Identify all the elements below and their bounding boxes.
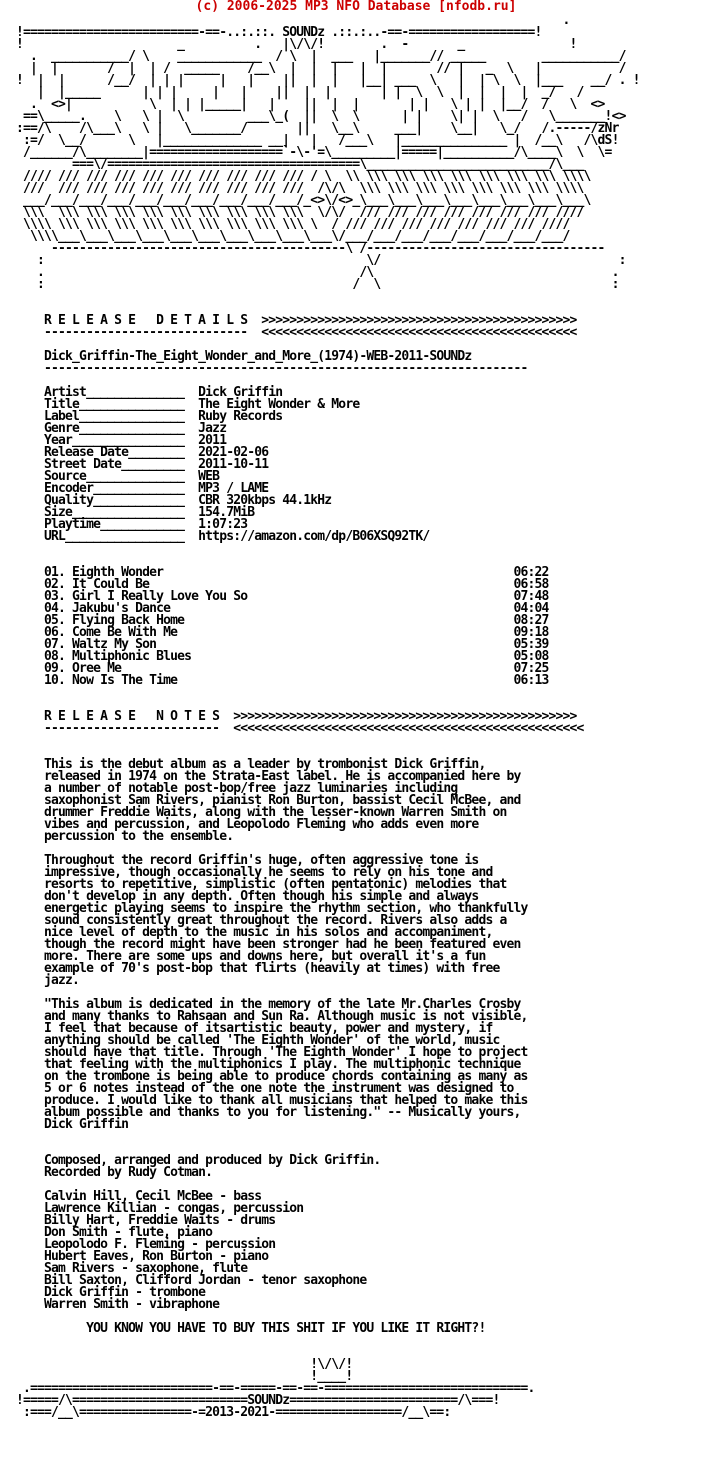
nfo-line: 10. Now Is The Time 06:13: [16, 673, 549, 688]
nfo-line: URL_________________ https://amazon.com/dp/B06XSQ92TK/: [16, 529, 430, 544]
nfo-line: \\\ \\\ \\\ \\\ \\\ \\\ \\\ \\\ \\\ \\\ \/\/ /// /// /// /// /// /// /// ////: [16, 205, 584, 220]
nfo-line: . <>| \ | | |_____| | || | | | | \ | | |__/ / \ <>: [16, 97, 633, 112]
nfo-line: Warren Smith - vibraphone: [16, 1297, 220, 1312]
nfo-line: Quality_____________ CBR 320kbps 44.1kHz: [16, 493, 332, 508]
nfo-line: example of 70's post-bop that flirts (heavily at times) with free: [16, 961, 500, 976]
nfo-line: Source______________ WEB: [16, 469, 220, 484]
nfo-line: jazz.: [16, 973, 80, 988]
nfo-line: 02. It Could Be 06:58: [16, 577, 549, 592]
nfo-line: ----------------------------- <<<<<<<<<<<<<<<<<<<<<<<<<<<<<<<<<<<<<<<<<<<<<: [16, 325, 577, 340]
nfo-line: R E L E A S E N O T E S >>>>>>>>>>>>>>>>>>>>>>>>>>>>>>>>>>>>>>>>>>>>>>>>>: [16, 709, 577, 724]
nfo-line: : / \ :: [16, 277, 619, 292]
nfo-line: Release Date________ 2021-02-06: [16, 445, 269, 460]
nfo-line: Throughout the record Griffin's huge, often aggressive tone is: [16, 853, 479, 868]
nfo-line: and many thanks to Rahsaan and Sun Ra. Although music is not visible,: [16, 1009, 528, 1024]
nfo-line: vibes and percussion, and Leopolodo Fleming who adds even more: [16, 817, 479, 832]
nfo-line: 09. Oree Me 07:25: [16, 661, 549, 676]
nfo-line: !=====/\=========================SOUNDz========================/\===!: [16, 1393, 500, 1408]
nfo-line: | | / | | / _____ /__\ | | | | | // | _ \ | /: [16, 61, 640, 76]
nfo-line: Artist______________ Dick Griffin: [16, 385, 283, 400]
nfo-line: on the trombone is being able to produce chords containing as many as: [16, 1069, 528, 1084]
nfo-line: Year________________ 2011: [16, 433, 227, 448]
nfo-line: Billy Hart, Freddie Waits - drums: [16, 1213, 276, 1228]
nfo-line: produce. I would like to thank all musicians that helped to make this: [16, 1093, 528, 1108]
nfo-line: impressive, though occasionally he seems to rely on his tone and: [16, 865, 493, 880]
nfo-line: \\\\ \\\ \\\ \\\ \\\ \\\ \\\ \\\ \\\ \\\ \ / /// /// /// /// /// /// /// ////: [16, 217, 570, 232]
nfo-line: percussion to the ensemble.: [16, 829, 234, 844]
nfo-line: Genre_______________ Jazz: [16, 421, 227, 436]
nfo-line: should have that title. Through 'The Eighth Wonder' I hope to project: [16, 1045, 528, 1060]
nfo-line: album possible and thanks to you for listening." -- Musically yours,: [16, 1105, 521, 1120]
nfo-line: Sam Rivers - saxophone, flute: [16, 1261, 248, 1276]
nfo-line: : \/ :: [16, 253, 626, 268]
nfo-line: /// /// /// /// /// /// /// /// /// /// /\/\ \\\ \\\ \\\ \\\ \\\ \\\ \\\ \\\\: [16, 181, 584, 196]
nfo-line: ___/___/___/___/___/___/___/___/___/___/_<>\/<>_\___\___\___\___\___\___\___\___\: [16, 193, 591, 208]
nfo-line: 04. Jakubu's Dance 04:04: [16, 601, 549, 616]
nfo-line: ------------------------------------------\ /----------------------------------: [16, 241, 605, 256]
nfo-line: ------------------------- <<<<<<<<<<<<<<<<<<<<<<<<<<<<<<<<<<<<<<<<<<<<<<<<<<: [16, 721, 584, 736]
nfo-line: sound consistently great throughout the record. Rivers also adds a: [16, 913, 507, 928]
nfo-line: more. There are some ups and downs here, but overall it's a fun: [16, 949, 486, 964]
nfo-line: 06. Come Be With Me 09:18: [16, 625, 549, 640]
nfo-line: YOU KNOW YOU HAVE TO BUY THIS SHIT IF YOU LIKE IT RIGHT?!: [16, 1321, 486, 1336]
nfo-line: . /\ .: [16, 265, 619, 280]
nfo-line: .: [16, 13, 570, 28]
nfo-line: nice level of depth to the music in his solos and accompaniment,: [16, 925, 493, 940]
nfo-line: 07. Waltz My Son 05:39: [16, 637, 549, 652]
nfo-line: resorts to repetitive, simplistic (often pentatonic) melodies that: [16, 877, 507, 892]
nfo-line: ==\_____. \ \ | \ ___\_( || \ \ | | \| | \ / \_______!<>: [16, 109, 626, 124]
nfo-line: saxophonist Sam Rivers, pianist Ron Burton, bassist Cecil McBee, and: [16, 793, 521, 808]
nfo-line: :==/\ /\___\ \ | \_______/ || \__\ ___| \__| \_/ /.-----/zNr: [16, 121, 619, 136]
nfo-line: ! _ . |\/\/! . - _ !: [16, 37, 577, 52]
nfo-line: 01. Eighth Wonder 06:22: [16, 565, 549, 580]
nfo-line: //// /// /// /// /// /// /// /// /// /// / \ \\ \\\ \\\ \\\ \\\ \\\ \\\ \\\ \\\\: [16, 169, 591, 184]
nfo-line: Don Smith - flute, piano: [16, 1225, 213, 1240]
nfo-line: don't develop in any depth. Often though his simple and always: [16, 889, 479, 904]
nfo-line: | |_____ | | | | | || | | | | \ \ | | | | _/ /: [16, 85, 619, 100]
nfo-line: ---------------------------------------------------------------------: [16, 361, 528, 376]
nfo-line: Size________________ 154.7MiB: [16, 505, 255, 520]
nfo-line: anything should be called 'The Eighth Wonder' of the world, music: [16, 1033, 500, 1048]
nfo-line: R E L E A S E D E T A I L S >>>>>>>>>>>>>>>>>>>>>>>>>>>>>>>>>>>>>>>>>>>>>: [16, 313, 577, 328]
nfo-line: released in 1974 on the Strata-East label. He is accompanied here by: [16, 769, 521, 784]
nfo-line: "This album is dedicated in the memory of the late Mr.Charles Crosby: [16, 997, 521, 1012]
nfo-line: :===/__\================-=2013-2021-==================/__\==:: [16, 1405, 451, 1420]
nfo-line: a number of notable post-bop/free jazz luminaries including: [16, 781, 458, 796]
nfo-document: [16, 15, 640, 1419]
nfo-line: though the record might have been stronger had he been featured even: [16, 937, 521, 952]
nfo-line: 5 or 6 notes instead of the one note the instrument was designed to: [16, 1081, 514, 1096]
nfo-line: 03. Girl I Really Love You So 07:48: [16, 589, 549, 604]
nfo-line: Recorded by Rudy Cotman.: [16, 1165, 213, 1180]
nfo-line: .==========================-==-=====-==-==-=============================.: [16, 1381, 535, 1396]
nfo-line: Encoder_____________ MP3 / LAME: [16, 481, 269, 496]
nfo-line: Street Date_________ 2011-10-11: [16, 457, 269, 472]
nfo-line: Dick_Griffin-The_Eight_Wonder_and_More_(1974)-WEB-2011-SOUNDz: [16, 349, 472, 364]
nfo-line: Leopolodo F. Fleming - percussion: [16, 1237, 276, 1252]
nfo-line: that feeling with the multiphonics I play. The multiphonic technique: [16, 1057, 521, 1072]
nfo-line: !=========================-==-..:.::. SOUNDz .::.:..-==-==================!: [16, 25, 542, 40]
nfo-line: 08. Multiphonic Blues 05:08: [16, 649, 549, 664]
nfo-line: Composed, arranged and produced by Dick Griffin.: [16, 1153, 381, 1168]
nfo-line: Lawrence Killian - congas, percussion: [16, 1201, 304, 1216]
nfo-line: Dick Griffin - trombone: [16, 1285, 206, 1300]
nfo-line: ===\/====================================\__________________________/\___: [16, 157, 584, 172]
nfodb-copyright-banner: (c) 2006-2025 MP3 NFO Database [nfodb.ru]: [195, 0, 517, 14]
nfo-line: . ___________/ \ ____________ / \ | ___ |_______// _____ ___________/: [16, 49, 633, 64]
nfo-line: This is the debut album as a leader by trombonist Dick Griffin,: [16, 757, 486, 772]
nfo-line: Playtime____________ 1:07:23: [16, 517, 248, 532]
nfo-line: 05. Flying Back Home 08:27: [16, 613, 549, 628]
nfo-line: ! | | /__/ | | | | | || | | |__| ___ \ | | \ \ |___ __/ . !: [16, 73, 640, 88]
nfo-line: \\\\___\___\___\___\___\___\___\___\___\___\/___/___/___/___/___/___/___/___/: [16, 229, 570, 244]
nfo-line: Calvin Hill, Cecil McBee - bass: [16, 1189, 262, 1204]
nfo-line: Title_______________ The Eight Wonder & More: [16, 397, 360, 412]
nfo-line: Bill Saxton, Clifford Jordan - tenor saxophone: [16, 1273, 367, 1288]
nfo-line: Dick Griffin: [16, 1117, 129, 1132]
nfo-line: I feel that because of itsartistic beauty, power and mystery, if: [16, 1021, 493, 1036]
nfo-line: Label_______________ Ruby Records: [16, 409, 283, 424]
nfo-line: !____!: [16, 1369, 353, 1384]
nfo-line: Hubert Eaves, Ron Burton - piano: [16, 1249, 269, 1264]
nfo-line: drummer Freddie Waits, along with the lesser-known Warren Smith on: [16, 805, 507, 820]
nfo-line: energetic playing seems to inspire the rhythm section, who thankfully: [16, 901, 528, 916]
nfo-line: :=/ \__/ \ |______________ __| | /___\ |_______________ | /__\ /\dS!: [16, 133, 619, 148]
nfo-line: !\/\/!: [16, 1357, 353, 1372]
nfo-line: /______/\________|===================`-\-'=\_________|=====|__________/\____\ \ \=: [16, 145, 612, 160]
